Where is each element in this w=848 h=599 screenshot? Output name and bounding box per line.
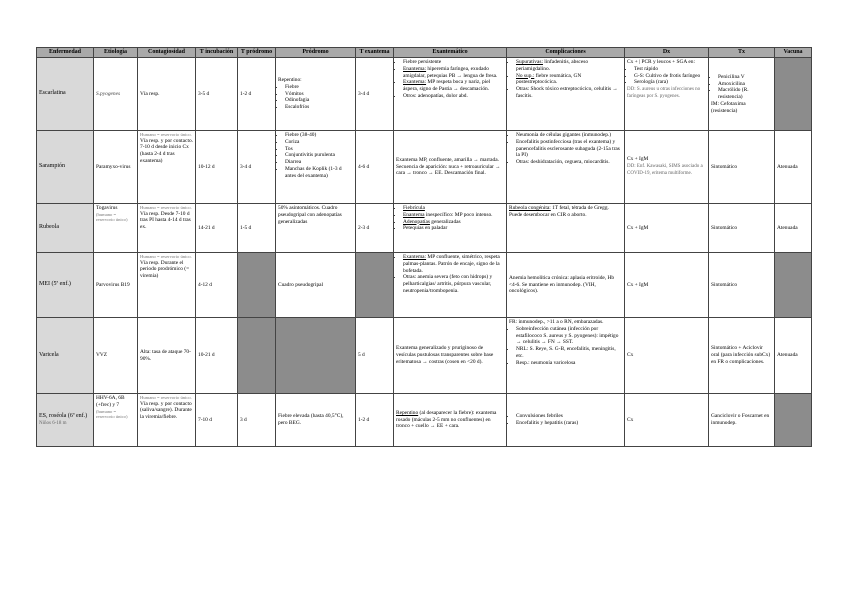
list-item: • Otras: Shock tóxico estreptocócico, celulitis → fascitis. xyxy=(516,86,622,100)
etiology: S.pyogenes xyxy=(94,58,138,131)
prodrome xyxy=(276,318,356,394)
list-item: • Serología (rara) xyxy=(634,79,706,86)
list-item: • Fiebre persistente xyxy=(403,59,504,66)
complications xyxy=(507,58,625,131)
list-item: • Vómitos xyxy=(285,91,353,98)
list-item: • Escalofríos xyxy=(285,104,353,111)
list-item: • Neumonía de células gigantes (inmunodep.) xyxy=(516,132,622,139)
table-row xyxy=(37,394,812,447)
list-item: • Enantema: hiperemia faríngea, exudado amigdalar, petequias PB → lengua de fresa. xyxy=(403,66,504,80)
diagnosis: Cx xyxy=(625,318,709,394)
vaccine: Atenuada xyxy=(775,131,812,204)
list-item: • Encefalitis y hepatitis (raras) xyxy=(516,420,622,427)
treatment: Sintomático xyxy=(709,204,775,253)
list-item: • Test rápido xyxy=(634,66,706,73)
prodrome-time xyxy=(238,318,276,394)
list-item: • Manchas de Koplik (1-3 d antes del exantema) xyxy=(285,166,353,180)
list-item: • Otras: deshidratación, ceguera, miocarditis. xyxy=(516,159,622,166)
list-item: • Otros: adenopatías, dolor abd. xyxy=(403,93,504,100)
exanthematic xyxy=(394,253,507,318)
disease-name: Rubeola xyxy=(37,204,94,253)
exanthem-time: 3-4 d xyxy=(356,58,394,131)
etiology: HHV-6A, 6B (+frec) y 7 (humano = reservorio único) xyxy=(94,394,138,447)
diagnosis xyxy=(625,58,709,131)
treatment: Sintomático xyxy=(709,131,775,204)
incubation-time: 3-5 d xyxy=(196,58,238,131)
list-item: • Conjuntivitis purulenta xyxy=(285,152,353,159)
etiology: Paramyxo-virus xyxy=(94,131,138,204)
incubation-time: 14-21 d xyxy=(196,204,238,253)
exanthem-time: 4-6 d xyxy=(356,131,394,204)
incubation-time: 7-10 d xyxy=(196,394,238,447)
incubation-time: 10-21 d xyxy=(196,318,238,394)
list-item: • Fiebre (38-40) xyxy=(285,132,353,139)
prodrome: 50% asintomáticos. Cuadro pseudogripal con adenopatías generalizadas xyxy=(276,204,356,253)
dx-line: Cx + | PCR y leucos + SGA en: xyxy=(627,59,695,65)
reservoir-note: (humano = reservorio único) xyxy=(96,211,128,223)
exanthematic: Exantema generalizado y pruriginoso de vesículas pustulosas transparentes sobre base eritematosa → costras (cosen en <20 d). xyxy=(394,318,507,394)
diagnosis: Cx + IgM DD: Enf. Kawasaki, SIMS asociado a COVID-19, eritema multiforme. xyxy=(625,131,709,204)
table-row xyxy=(37,131,812,204)
contagiosity: Humano = reservorio único. Vía resp. y por contacto. 7-10 d desde inicio Cx (hasta 2-4 d tras exantema) xyxy=(138,131,196,204)
dx-note: DD: Enf. Kawasaki, SIMS asociado a COVID-19, eritema multiforme. xyxy=(627,164,703,177)
prodrome xyxy=(276,131,356,204)
prodrome-time: 1-2 d xyxy=(238,58,276,131)
list-item: • NRL: S. Reye, S. G-B, encefalitis, meningitis, etc. xyxy=(516,346,622,360)
vaccine xyxy=(775,58,812,131)
list-item: • Fiebrícula xyxy=(403,205,504,212)
header-row xyxy=(37,48,812,58)
contagiosity: Alta: tasa de ataque 70-90%. xyxy=(138,318,196,394)
vaccine xyxy=(775,253,812,318)
exanthem-time: 1-2 d xyxy=(356,394,394,447)
exanthem-time xyxy=(356,253,394,318)
vaccine: Atenuada xyxy=(775,318,812,394)
header-cell: Exantemático xyxy=(394,48,507,58)
complications: Rubeola congénita: 1T fetal, tétrada de Gregg. Puede desembocar en CIR o aborto. xyxy=(507,204,625,253)
reservoir-note: Humano = reservorio único. xyxy=(140,205,192,210)
age-note: Niños 6-18 m xyxy=(39,421,67,426)
exanthem-time: 5 d xyxy=(356,318,394,394)
exanthematic xyxy=(394,204,507,253)
complications xyxy=(507,394,625,447)
list-item: • Tos xyxy=(285,146,353,153)
list-item: • Adenopatías generalizadas xyxy=(403,219,504,226)
diagnosis: Cx + IgM xyxy=(625,204,709,253)
header-cell: T exantema xyxy=(356,48,394,58)
exanthem-time: 2-3 d xyxy=(356,204,394,253)
list-item: • Sobreinfección cutánea (infección por estafilococo S. aureus y S. pyogenes): impétigo → celulitis → FN → SST. xyxy=(516,326,622,346)
list-item: • Odinofagia xyxy=(285,97,353,104)
header-cell: T incubación xyxy=(196,48,238,58)
list-item: • Exantema: MP respeta boca y nariz, piel áspera, signo de Pastia → descamación. xyxy=(403,79,504,93)
contagiosity: Vía resp. xyxy=(138,58,196,131)
list-item: • Supurativas: linfadenitis, absceso periamigdalino. xyxy=(516,59,622,73)
table-row xyxy=(37,253,812,318)
list-item: • G-S: Cultivo de frotis faríngeo xyxy=(634,73,706,80)
reservoir-note: Humano = reservorio único. xyxy=(140,132,192,137)
header-cell: Tx xyxy=(709,48,775,58)
reservoir-note: Humano = reservorio único. xyxy=(140,395,192,400)
diagnosis: Cx xyxy=(625,394,709,447)
table-row xyxy=(37,204,812,253)
disease-name: Varicela xyxy=(37,318,94,394)
reservoir-note: (humano = reservorio único) xyxy=(96,408,128,420)
prodrome-time: 3-4 d xyxy=(238,131,276,204)
vaccine: Atenuada xyxy=(775,204,812,253)
disease-name: ES, roséola (6ª enf.) Niños 6-18 m xyxy=(37,394,94,447)
treatment: Sintomático + Aciclovir oral (para infección subCx) en FR o complicaciones. xyxy=(709,318,775,394)
exanthematic xyxy=(394,58,507,131)
header-cell: Complicaciones xyxy=(507,48,625,58)
disease-name: Escarlatina xyxy=(37,58,94,131)
exanthematic: Repentino (al desaparecer la fiebre): exantema rosado (máculas 2-5 mm no confluentes) en tronco + cuello → EE + cara. xyxy=(394,394,507,447)
contagiosity: Humano = reservorio único. Vía resp. Desde 7-10 d tras PI hasta 4-14 d tras ex. xyxy=(138,204,196,253)
header-cell: Enfermedad xyxy=(37,48,94,58)
complications xyxy=(507,131,625,204)
list-item: • Amoxicilina xyxy=(718,81,772,88)
prodrome-time xyxy=(238,253,276,318)
diagnosis: Cx + IgM xyxy=(625,253,709,318)
etiology: Parvovirus B19 xyxy=(94,253,138,318)
header-cell: Dx xyxy=(625,48,709,58)
vaccine xyxy=(775,394,812,447)
contagiosity: Humano = reservorio único. Vía resp. Durante el periodo prodrómico (= viremia) xyxy=(138,253,196,318)
table-row xyxy=(37,318,812,394)
list-item: • Penicilina V xyxy=(718,74,772,81)
treatment xyxy=(709,58,775,131)
dx-note: DD: S. aureus u otras infecciones no faríngeas por S. pyogenes. xyxy=(627,87,701,100)
header-cell: Pródromo xyxy=(276,48,356,58)
disease-name: Sarampión xyxy=(37,131,94,204)
tx-extra: IM: Cefotaxima (resistencia) xyxy=(711,100,746,114)
list-item: • Coriza xyxy=(285,139,353,146)
prodrome: Fiebre elevada (hasta 40,5°C), pero BEG. xyxy=(276,394,356,447)
list-item: • Fiebre xyxy=(285,84,353,91)
list-item: • Enantema inespecífico: MP poco intenso. xyxy=(403,212,504,219)
exanthematic: Exantema MP, confluente, amarilla → marrada. Secuencia de aparición: nuca + retroauricular → cara → tronco → EE. Descamación final. xyxy=(394,131,507,204)
incubation-time: 4-12 d xyxy=(196,253,238,318)
complications: Anemia hemolítica crónica: aplasia eritroide, Hb <4-6. Se mantiene en inmunodep. (VIH, oncológicos). xyxy=(507,253,625,318)
prodrome-title: Repentino: xyxy=(278,77,302,84)
list-item: • Diarrea xyxy=(285,159,353,166)
prodrome-time: 3 d xyxy=(238,394,276,447)
list-item: • Petequias en paladar xyxy=(403,225,504,232)
contagiosity: Humano = reservorio único. Vía resp. y por contacto (saliva/sangre). Durante la viremia/fiebre. xyxy=(138,394,196,447)
diseases-table xyxy=(36,47,812,447)
prodrome xyxy=(276,58,356,131)
list-item: • Convulsiones febriles xyxy=(516,413,622,420)
header-cell: Vacuna xyxy=(775,48,812,58)
list-item: • Resp.: neumonía varicelosa xyxy=(516,360,622,367)
list-item: • No sup.: fiebre reumática, GN postestreptocócica. xyxy=(516,73,622,87)
list-item: • Encefalitis postinfecciosa (tras el exantema) y panencefalitis esclerosante subaguda (2-15a tras la PI) xyxy=(516,139,622,159)
reservoir-note: Humano = reservorio único. xyxy=(140,254,192,259)
header-cell: Contagiosidad xyxy=(138,48,196,58)
table-row xyxy=(37,58,812,131)
treatment: Ganciclovir o Foscarnet en inmunodep. xyxy=(709,394,775,447)
complications: FR: inmunodep., >11 a o RN, embarazadas. • Sobreinfección cutánea (infección por estafilococo S. aureus y S. pyogenes): impétigo → celulitis → FN → SST. • NRL: S. Reye, S. G-B, encefalitis, meningitis, etc. • Resp.: neumonía varicelosa xyxy=(507,318,625,394)
disease-name: MEI (5ª enf.) xyxy=(37,253,94,318)
incubation-time: 10-12 d xyxy=(196,131,238,204)
treatment: Sintomático xyxy=(709,253,775,318)
list-item: • Macrólido (R. resistencia) xyxy=(718,87,772,101)
etiology: Togavirus (humano = reservorio único) xyxy=(94,204,138,253)
etiology: VVZ xyxy=(94,318,138,394)
list-item: • Otras: anemia severa (feto con hidrops) y pelharticalgias/ artritis, púrpura vascular, neutropenia/trombopenia. xyxy=(403,274,504,294)
prodrome: Cuadro pseudogripal xyxy=(276,253,356,318)
header-cell: Etiología xyxy=(94,48,138,58)
list-item: • Exantema: MP confluente, simétrico, respeta palmas-plantas. Patrón de encaje, signo de la bofetada. xyxy=(403,254,504,274)
header-cell: T pródromo xyxy=(238,48,276,58)
prodrome-time: 1-5 d xyxy=(238,204,276,253)
